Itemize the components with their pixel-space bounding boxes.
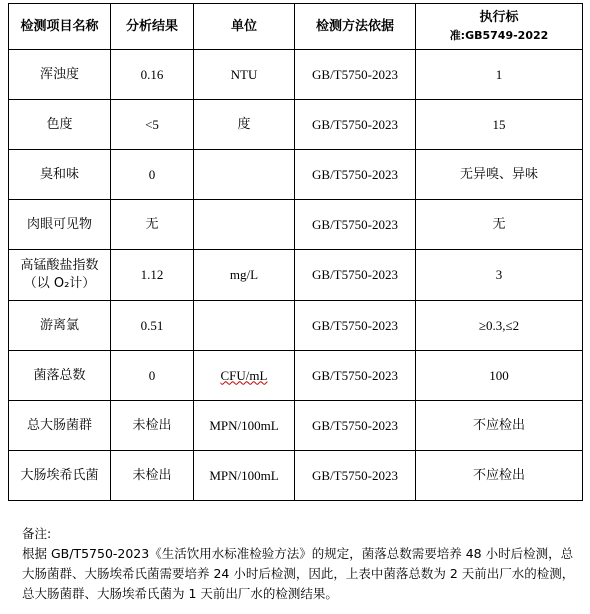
cell-item-line1: 高锰酸盐指数 xyxy=(20,258,99,273)
cell-unit: mg/L xyxy=(194,250,295,301)
table-row-odor-taste xyxy=(9,150,583,200)
cell-unit: NTU xyxy=(194,50,295,100)
cell-method: GB/T5750-2023 xyxy=(295,150,416,200)
cell-result: 未检出 xyxy=(111,401,194,451)
header-method: 检测方法依据 xyxy=(295,4,416,50)
cell-item: 菌落总数 xyxy=(9,351,111,401)
cell-result: 0.51 xyxy=(111,301,194,351)
cell-method: GB/T5750-2023 xyxy=(295,50,416,100)
header-standard xyxy=(416,4,583,50)
cell-standard: 3 xyxy=(416,250,583,301)
table-row-visible-matter xyxy=(9,200,583,250)
cell-item-line2: （以 O₂计） xyxy=(23,276,96,291)
table-row-free-chlorine xyxy=(9,301,583,351)
cell-item: 浑浊度 xyxy=(9,50,111,100)
cell-standard: 无异嗅、异味 xyxy=(416,150,583,200)
cell-unit xyxy=(194,351,295,401)
cell-item xyxy=(9,250,111,301)
remarks-title: 备注: xyxy=(22,526,52,541)
cell-item: 色度 xyxy=(9,100,111,150)
cell-item: 总大肠菌群 xyxy=(9,401,111,451)
cell-method: GB/T5750-2023 xyxy=(295,401,416,451)
remarks-body: 根据 GB/T5750-2023《生活饮用水标准检验方法》的规定，菌落总数需要培养 48 小时后检测，总大肠菌群、大肠埃希氏菌需要培养 24 小时后检测，因此，上表中菌落总数为 2 天前出厂水的检测，总大肠菌群、大肠埃希氏菌为 1 天前出厂水的检测结果。 xyxy=(22,546,575,601)
cell-standard: ≥0.3,≤2 xyxy=(416,301,583,351)
cell-method: GB/T5750-2023 xyxy=(295,451,416,501)
cell-result: 0.16 xyxy=(111,50,194,100)
cell-item: 游离氯 xyxy=(9,301,111,351)
cell-result: 0 xyxy=(111,351,194,401)
cell-unit xyxy=(194,150,295,200)
cell-standard: 不应检出 xyxy=(416,401,583,451)
table-row-e-coli xyxy=(9,451,583,501)
cell-item: 肉眼可见物 xyxy=(9,200,111,250)
remarks-section xyxy=(22,524,580,604)
table-row-color xyxy=(9,100,583,150)
cell-standard: 1 xyxy=(416,50,583,100)
cell-result: 无 xyxy=(111,200,194,250)
header-item-name: 检测项目名称 xyxy=(9,4,111,50)
table-row-permanganate-index xyxy=(9,250,583,301)
header-result: 分析结果 xyxy=(111,4,194,50)
cell-unit: 度 xyxy=(194,100,295,150)
table-header-row xyxy=(9,4,583,50)
cell-result: 1.12 xyxy=(111,250,194,301)
cell-method: GB/T5750-2023 xyxy=(295,100,416,150)
header-standard-line2: 准:GB5749-2022 xyxy=(449,28,549,42)
cell-method: GB/T5750-2023 xyxy=(295,351,416,401)
cell-unit: MPN/100mL xyxy=(194,401,295,451)
cell-unit-text: CFU/mL xyxy=(220,367,268,383)
cell-standard: 无 xyxy=(416,200,583,250)
cell-method: GB/T5750-2023 xyxy=(295,200,416,250)
cell-result: <5 xyxy=(111,100,194,150)
cell-method: GB/T5750-2023 xyxy=(295,301,416,351)
cell-method: GB/T5750-2023 xyxy=(295,250,416,301)
cell-standard: 100 xyxy=(416,351,583,401)
table-row-colony-count xyxy=(9,351,583,401)
header-unit: 单位 xyxy=(194,4,295,50)
cell-item: 臭和味 xyxy=(9,150,111,200)
cell-unit: MPN/100mL xyxy=(194,451,295,501)
cell-standard: 不应检出 xyxy=(416,451,583,501)
cell-item: 大肠埃希氏菌 xyxy=(9,451,111,501)
water-quality-table xyxy=(8,3,583,501)
cell-unit xyxy=(194,200,295,250)
cell-result: 未检出 xyxy=(111,451,194,501)
header-standard-line1: 执行标 xyxy=(479,9,519,25)
table-row-total-coliforms xyxy=(9,401,583,451)
table-row-turbidity xyxy=(9,50,583,100)
cell-standard: 15 xyxy=(416,100,583,150)
cell-unit xyxy=(194,301,295,351)
cell-result: 0 xyxy=(111,150,194,200)
